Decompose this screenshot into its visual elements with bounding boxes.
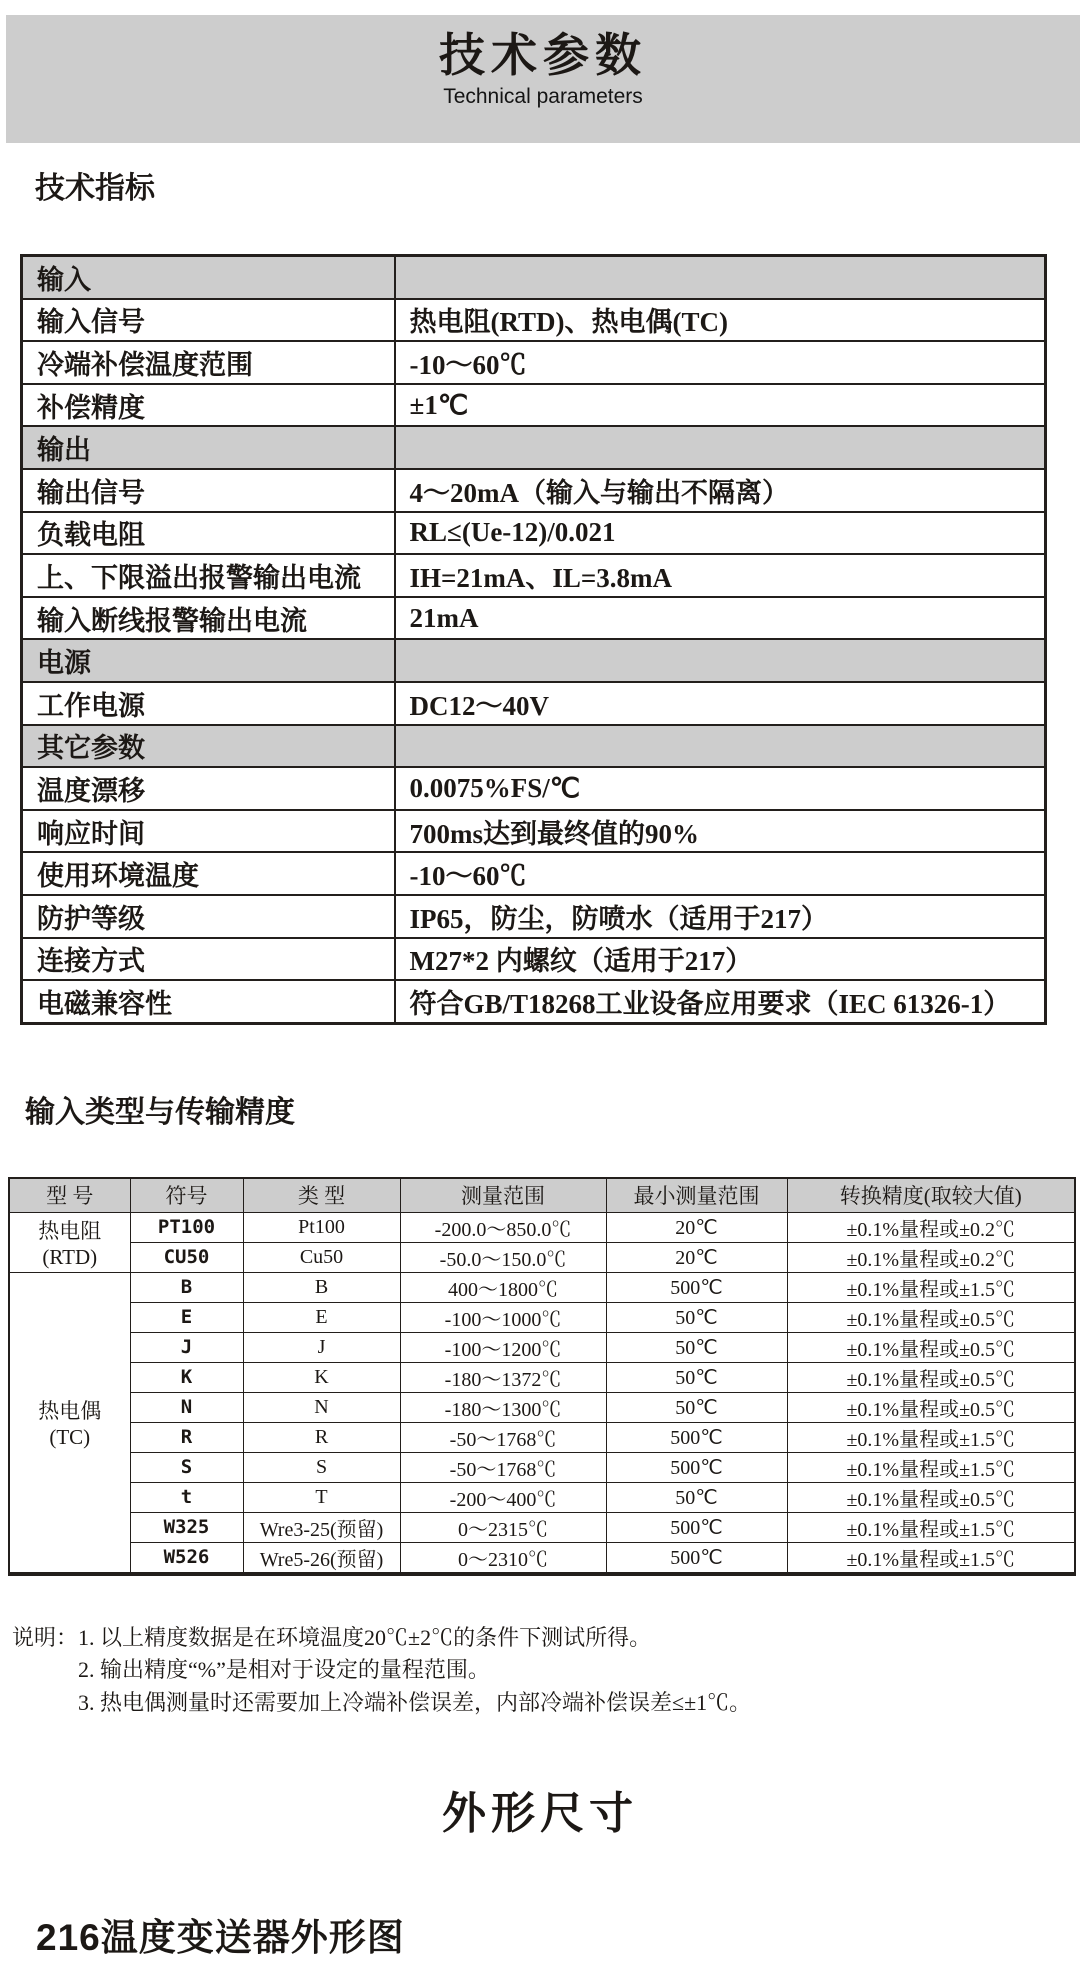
model-group-tc [9,1272,130,1574]
symbol-cell: PT100 [130,1212,243,1242]
spec-row-value: IH=21mA、IL=3.8mA [395,554,1046,597]
accuracy-cell: ±0.1%量程或±0.2℃ [787,1242,1075,1272]
page-title: 技术参数 [439,29,647,81]
range-cell: 400～1800℃ [400,1272,606,1302]
spec-row-value: 符合GB/T18268工业设备应用要求（IEC 61326-1） [395,980,1046,1023]
spec-row-value [395,256,1046,299]
type-cell: Wre3-25(预留) [243,1512,400,1542]
range-cell: 0～2315℃ [400,1512,606,1542]
spec-row [22,384,1046,427]
spec-row-label: 其它参数 [22,725,395,768]
spec-row-label: 上、下限溢出报警输出电流 [22,554,395,597]
spec-row-label: 响应时间 [22,810,395,853]
accuracy-row [9,1542,1075,1574]
type-cell: K [243,1362,400,1392]
spec-row [22,682,1046,725]
note-item: 3. 热电偶测量时还需要加上冷端补偿误差，内部冷端补偿误差≤±1℃。 [78,1689,752,1715]
symbol-cell: t [130,1482,243,1512]
spec-row [22,299,1046,342]
min-range-cell: 500℃ [606,1272,787,1302]
spec-row-value: IP65，防尘，防喷水（适用于217） [395,895,1046,938]
range-cell: -100～1200℃ [400,1332,606,1362]
note-item: 1. 以上精度数据是在环境温度20℃±2℃的条件下测试所得。 [78,1624,652,1650]
type-cell: Pt100 [243,1212,400,1242]
accuracy-cell: ±0.1%量程或±0.5℃ [787,1482,1075,1512]
spec-row [22,597,1046,640]
spec-row-label: 负载电阻 [22,512,395,555]
spec-row [22,852,1046,895]
min-range-cell: 50℃ [606,1362,787,1392]
spec-row-value: -10～60℃ [395,852,1046,895]
input-accuracy-heading: 输入类型与传输精度 [25,1095,295,1129]
symbol-cell: E [130,1302,243,1332]
min-range-cell: 500℃ [606,1422,787,1452]
model-sublabel: (RTD) [42,1244,98,1269]
spec-section-row [22,725,1046,768]
accuracy-row [9,1422,1075,1452]
spec-row-value [395,426,1046,469]
spec-row-value: ±1℃ [395,384,1046,427]
min-range-cell: 50℃ [606,1392,787,1422]
spec-row-label: 温度漂移 [22,767,395,810]
page-banner [6,15,1080,143]
accuracy-cell: ±0.1%量程或±0.5℃ [787,1392,1075,1422]
accuracy-cell: ±0.1%量程或±1.5℃ [787,1272,1075,1302]
spec-row [22,469,1046,512]
spec-row [22,980,1046,1023]
spec-row [22,895,1046,938]
spec-section-row [22,256,1046,299]
range-cell: -50～1768℃ [400,1422,606,1452]
spec-row-value [395,639,1046,682]
accuracy-cell: ±0.1%量程或±0.2℃ [787,1212,1075,1242]
symbol-cell: J [130,1332,243,1362]
spec-row [22,341,1046,384]
accuracy-table [8,1177,1076,1576]
spec-row-value: 21mA [395,597,1046,640]
model-group-rtd [9,1212,130,1272]
type-cell: T [243,1482,400,1512]
spec-row-value: RL≤(Ue-12)/0.021 [395,512,1046,555]
accuracy-row [9,1512,1075,1542]
type-cell: Cu50 [243,1242,400,1272]
spec-row-value: DC12～40V [395,682,1046,725]
outline-216-heading: 216温度变送器外形图 [36,1917,405,1959]
symbol-cell: K [130,1362,243,1392]
range-cell: -180～1372℃ [400,1362,606,1392]
notes-prefix: 说明： [12,1624,79,1650]
symbol-cell: CU50 [130,1242,243,1272]
spec-row [22,554,1046,597]
note-item: 2. 输出精度“%”是相对于设定的量程范围。 [78,1657,490,1683]
notes [12,1622,1080,1720]
accuracy-cell: ±0.1%量程或±0.5℃ [787,1362,1075,1392]
range-cell: -180～1300℃ [400,1392,606,1422]
accuracy-cell: ±0.1%量程或±1.5℃ [787,1512,1075,1542]
spec-row [22,767,1046,810]
accuracy-header-cell: 类 型 [243,1178,400,1213]
spec-row-label: 输入断线报警输出电流 [22,597,395,640]
spec-row-label: 使用环境温度 [22,852,395,895]
spec-row-label: 防护等级 [22,895,395,938]
model-sublabel: (TC) [49,1424,91,1449]
page-subtitle: Technical parameters [443,84,643,108]
symbol-cell: R [130,1422,243,1452]
range-cell: -100～1000℃ [400,1302,606,1332]
accuracy-cell: ±0.1%量程或±1.5℃ [787,1422,1075,1452]
spec-row-value: 热电阻(RTD)、热电偶(TC) [395,299,1046,342]
min-range-cell: 20℃ [606,1242,787,1272]
accuracy-row [9,1212,1075,1242]
accuracy-row [9,1272,1075,1302]
symbol-cell: W526 [130,1542,243,1574]
spec-row [22,938,1046,981]
spec-row [22,512,1046,555]
spec-row-label: 输入 [22,256,395,299]
range-cell: -200～400℃ [400,1482,606,1512]
accuracy-header-cell: 符号 [130,1178,243,1213]
spec-row-label: 连接方式 [22,938,395,981]
accuracy-cell: ±0.1%量程或±1.5℃ [787,1542,1075,1574]
type-cell: B [243,1272,400,1302]
accuracy-header-cell: 转换精度(取较大值) [787,1178,1075,1213]
type-cell: J [243,1332,400,1362]
range-cell: -50～1768℃ [400,1452,606,1482]
accuracy-cell: ±0.1%量程或±1.5℃ [787,1452,1075,1482]
spec-section-row [22,639,1046,682]
spec-row-value [395,725,1046,768]
accuracy-header-row [9,1178,1075,1213]
range-cell: 0～2310℃ [400,1542,606,1574]
type-cell: E [243,1302,400,1332]
min-range-cell: 500℃ [606,1542,787,1574]
accuracy-header-cell: 最小测量范围 [606,1178,787,1213]
min-range-cell: 50℃ [606,1482,787,1512]
spec-row-label: 输入信号 [22,299,395,342]
spec-row-value: 0.0075%FS/℃ [395,767,1046,810]
accuracy-row [9,1302,1075,1332]
spec-row-label: 输出 [22,426,395,469]
symbol-cell: B [130,1272,243,1302]
spec-row-label: 工作电源 [22,682,395,725]
range-cell: -200.0～850.0℃ [400,1212,606,1242]
type-cell: N [243,1392,400,1422]
spec-row-label: 冷端补偿温度范围 [22,341,395,384]
accuracy-row [9,1242,1075,1272]
model-label: 热电阻 [38,1218,102,1243]
type-cell: Wre5-26(预留) [243,1542,400,1574]
range-cell: -50.0～150.0℃ [400,1242,606,1272]
accuracy-header-cell: 型 号 [9,1178,130,1213]
accuracy-row [9,1332,1075,1362]
accuracy-row [9,1392,1075,1422]
symbol-cell: N [130,1392,243,1422]
spec-row-label: 输出信号 [22,469,395,512]
accuracy-row [9,1452,1075,1482]
min-range-cell: 50℃ [606,1302,787,1332]
min-range-cell: 500℃ [606,1452,787,1482]
accuracy-header-cell: 测量范围 [400,1178,606,1213]
type-cell: S [243,1452,400,1482]
spec-row-label: 电磁兼容性 [22,980,395,1023]
accuracy-cell: ±0.1%量程或±0.5℃ [787,1332,1075,1362]
spec-row-label: 电源 [22,639,395,682]
notes-items [78,1622,751,1720]
dimensions-title: 外形尺寸 [442,1789,638,1839]
type-cell: R [243,1422,400,1452]
spec-section-row [22,426,1046,469]
spec-row-value: M27*2 内螺纹（适用于217） [395,938,1046,981]
min-range-cell: 50℃ [606,1332,787,1362]
accuracy-row [9,1362,1075,1392]
min-range-cell: 20℃ [606,1212,787,1242]
spec-row-value: 700ms达到最终值的90% [395,810,1046,853]
accuracy-cell: ±0.1%量程或±0.5℃ [787,1302,1075,1332]
symbol-cell: S [130,1452,243,1482]
min-range-cell: 500℃ [606,1512,787,1542]
model-label: 热电偶 [38,1398,102,1423]
spec-table [20,254,1047,1025]
spec-row-value: 4～20mA（输入与输出不隔离） [395,469,1046,512]
spec-row-label: 补偿精度 [22,384,395,427]
spec-row [22,810,1046,853]
spec-row-value: -10～60℃ [395,341,1046,384]
accuracy-row [9,1482,1075,1512]
spec-heading: 技术指标 [35,172,155,205]
symbol-cell: W325 [130,1512,243,1542]
